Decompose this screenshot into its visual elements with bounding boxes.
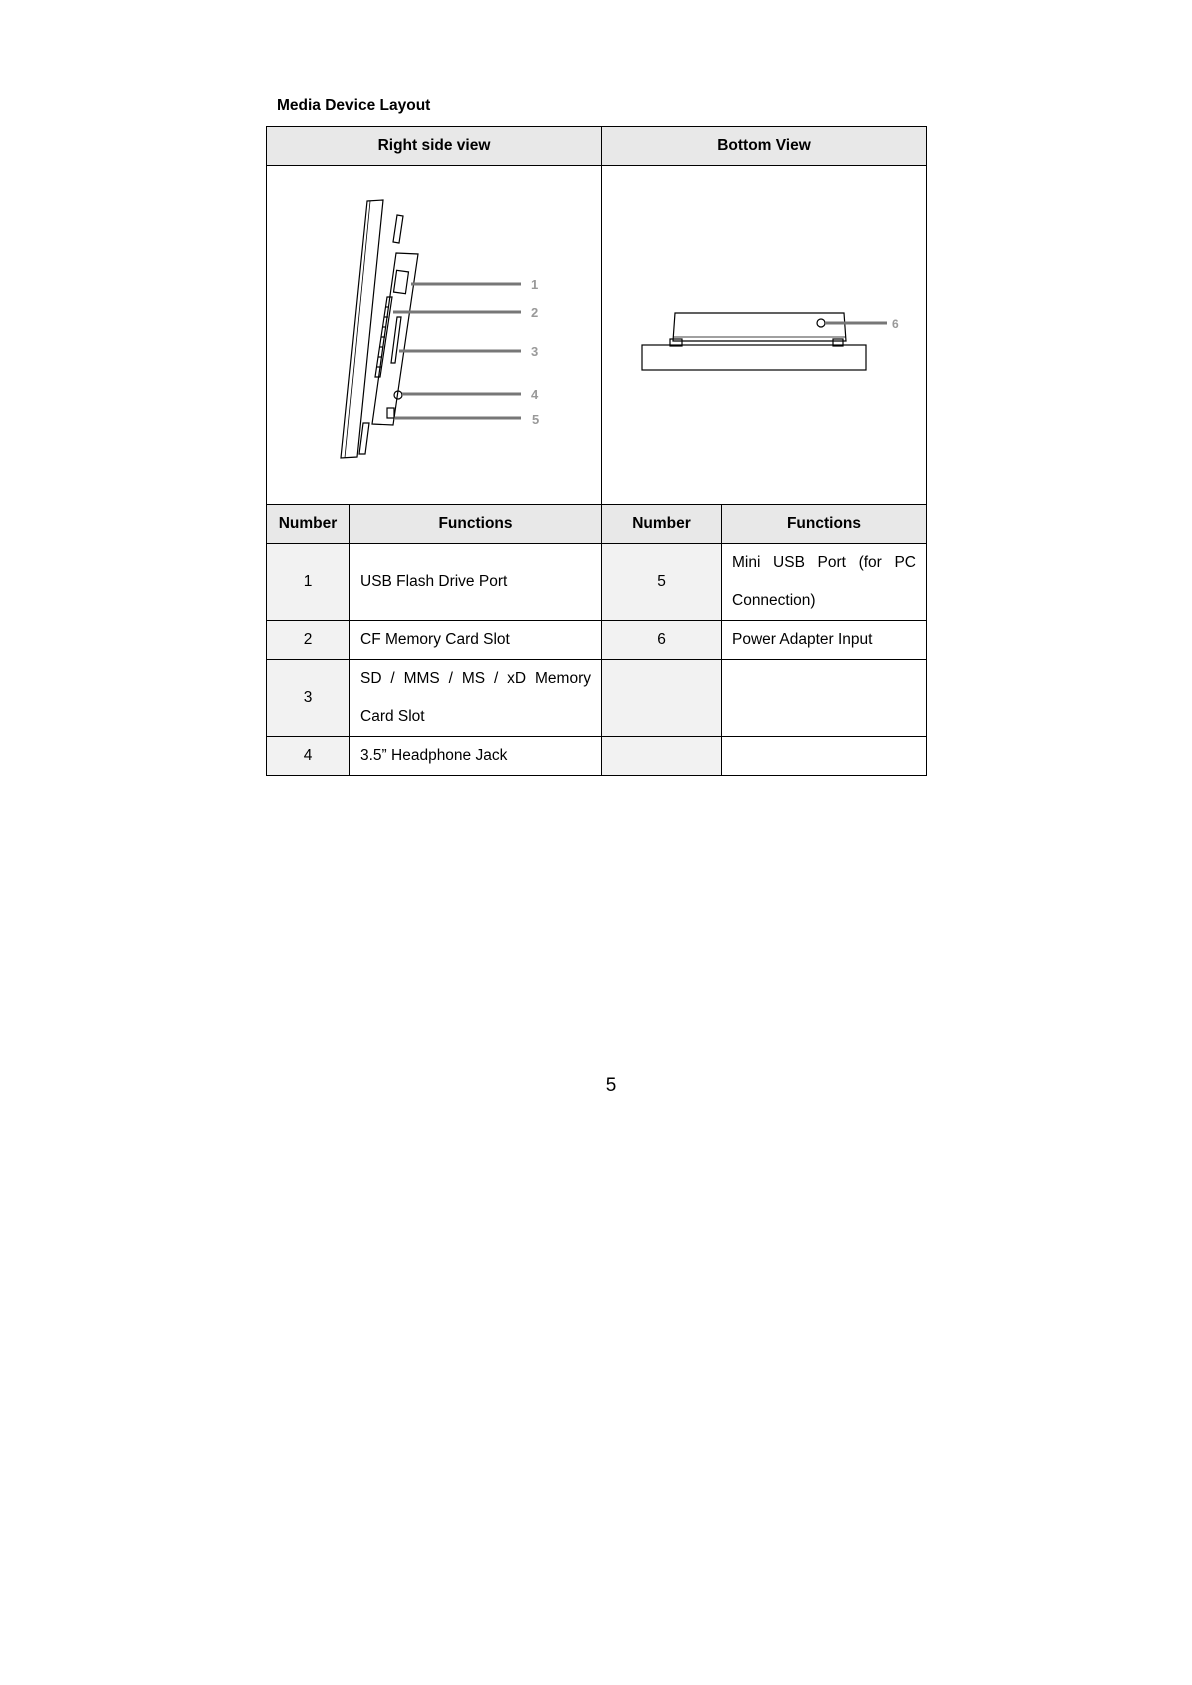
table-row xyxy=(267,621,927,660)
callout-1: 1 xyxy=(531,277,539,292)
mini-usb-port xyxy=(387,408,394,418)
row-function: SD / MMS / MS / xD Memory Card Slot xyxy=(350,660,602,737)
row-function xyxy=(722,737,927,776)
right-side-view-header: Right side view xyxy=(267,127,602,166)
row-number xyxy=(602,737,722,776)
row-function: Power Adapter Input xyxy=(722,621,927,660)
table-row xyxy=(267,660,927,737)
callout-3: 3 xyxy=(531,344,539,359)
row-number: 1 xyxy=(267,544,350,621)
row-number: 2 xyxy=(267,621,350,660)
number-header-right: Number xyxy=(602,505,722,544)
usb-port xyxy=(394,270,409,293)
power-jack xyxy=(817,319,825,327)
functions-header-left: Functions xyxy=(350,505,602,544)
row-number: 5 xyxy=(602,544,722,621)
row-number: 3 xyxy=(267,660,350,737)
page-number: 5 xyxy=(605,1075,617,1096)
row-function: Mini USB Port (for PC Connection) xyxy=(722,544,927,621)
table-row xyxy=(267,544,927,621)
row-number: 4 xyxy=(267,737,350,776)
functions-header-right: Functions xyxy=(722,505,927,544)
bottom-view-header: Bottom View xyxy=(602,127,927,166)
callout-2: 2 xyxy=(531,305,539,320)
bottom-view-drawing xyxy=(602,167,927,503)
frame-body xyxy=(341,200,383,458)
callout-4: 4 xyxy=(531,387,539,402)
callout-6: 6 xyxy=(892,317,899,331)
table-row xyxy=(267,737,927,776)
frame-bottom-edge xyxy=(642,345,866,370)
section-title: Media Device Layout xyxy=(277,97,431,114)
callout-5: 5 xyxy=(532,412,540,427)
row-function xyxy=(722,660,927,737)
number-header-left: Number xyxy=(267,505,350,544)
bottom-view-cell xyxy=(602,166,927,505)
right-side-view-cell xyxy=(267,166,602,505)
row-function: CF Memory Card Slot xyxy=(350,621,602,660)
row-function: USB Flash Drive Port xyxy=(350,544,602,621)
sd-slot xyxy=(391,317,401,363)
row-number: 6 xyxy=(602,621,722,660)
row-function: 3.5” Headphone Jack xyxy=(350,737,602,776)
device-layout-table xyxy=(266,126,927,776)
row-number xyxy=(602,660,722,737)
right-side-view-drawing xyxy=(267,167,602,503)
